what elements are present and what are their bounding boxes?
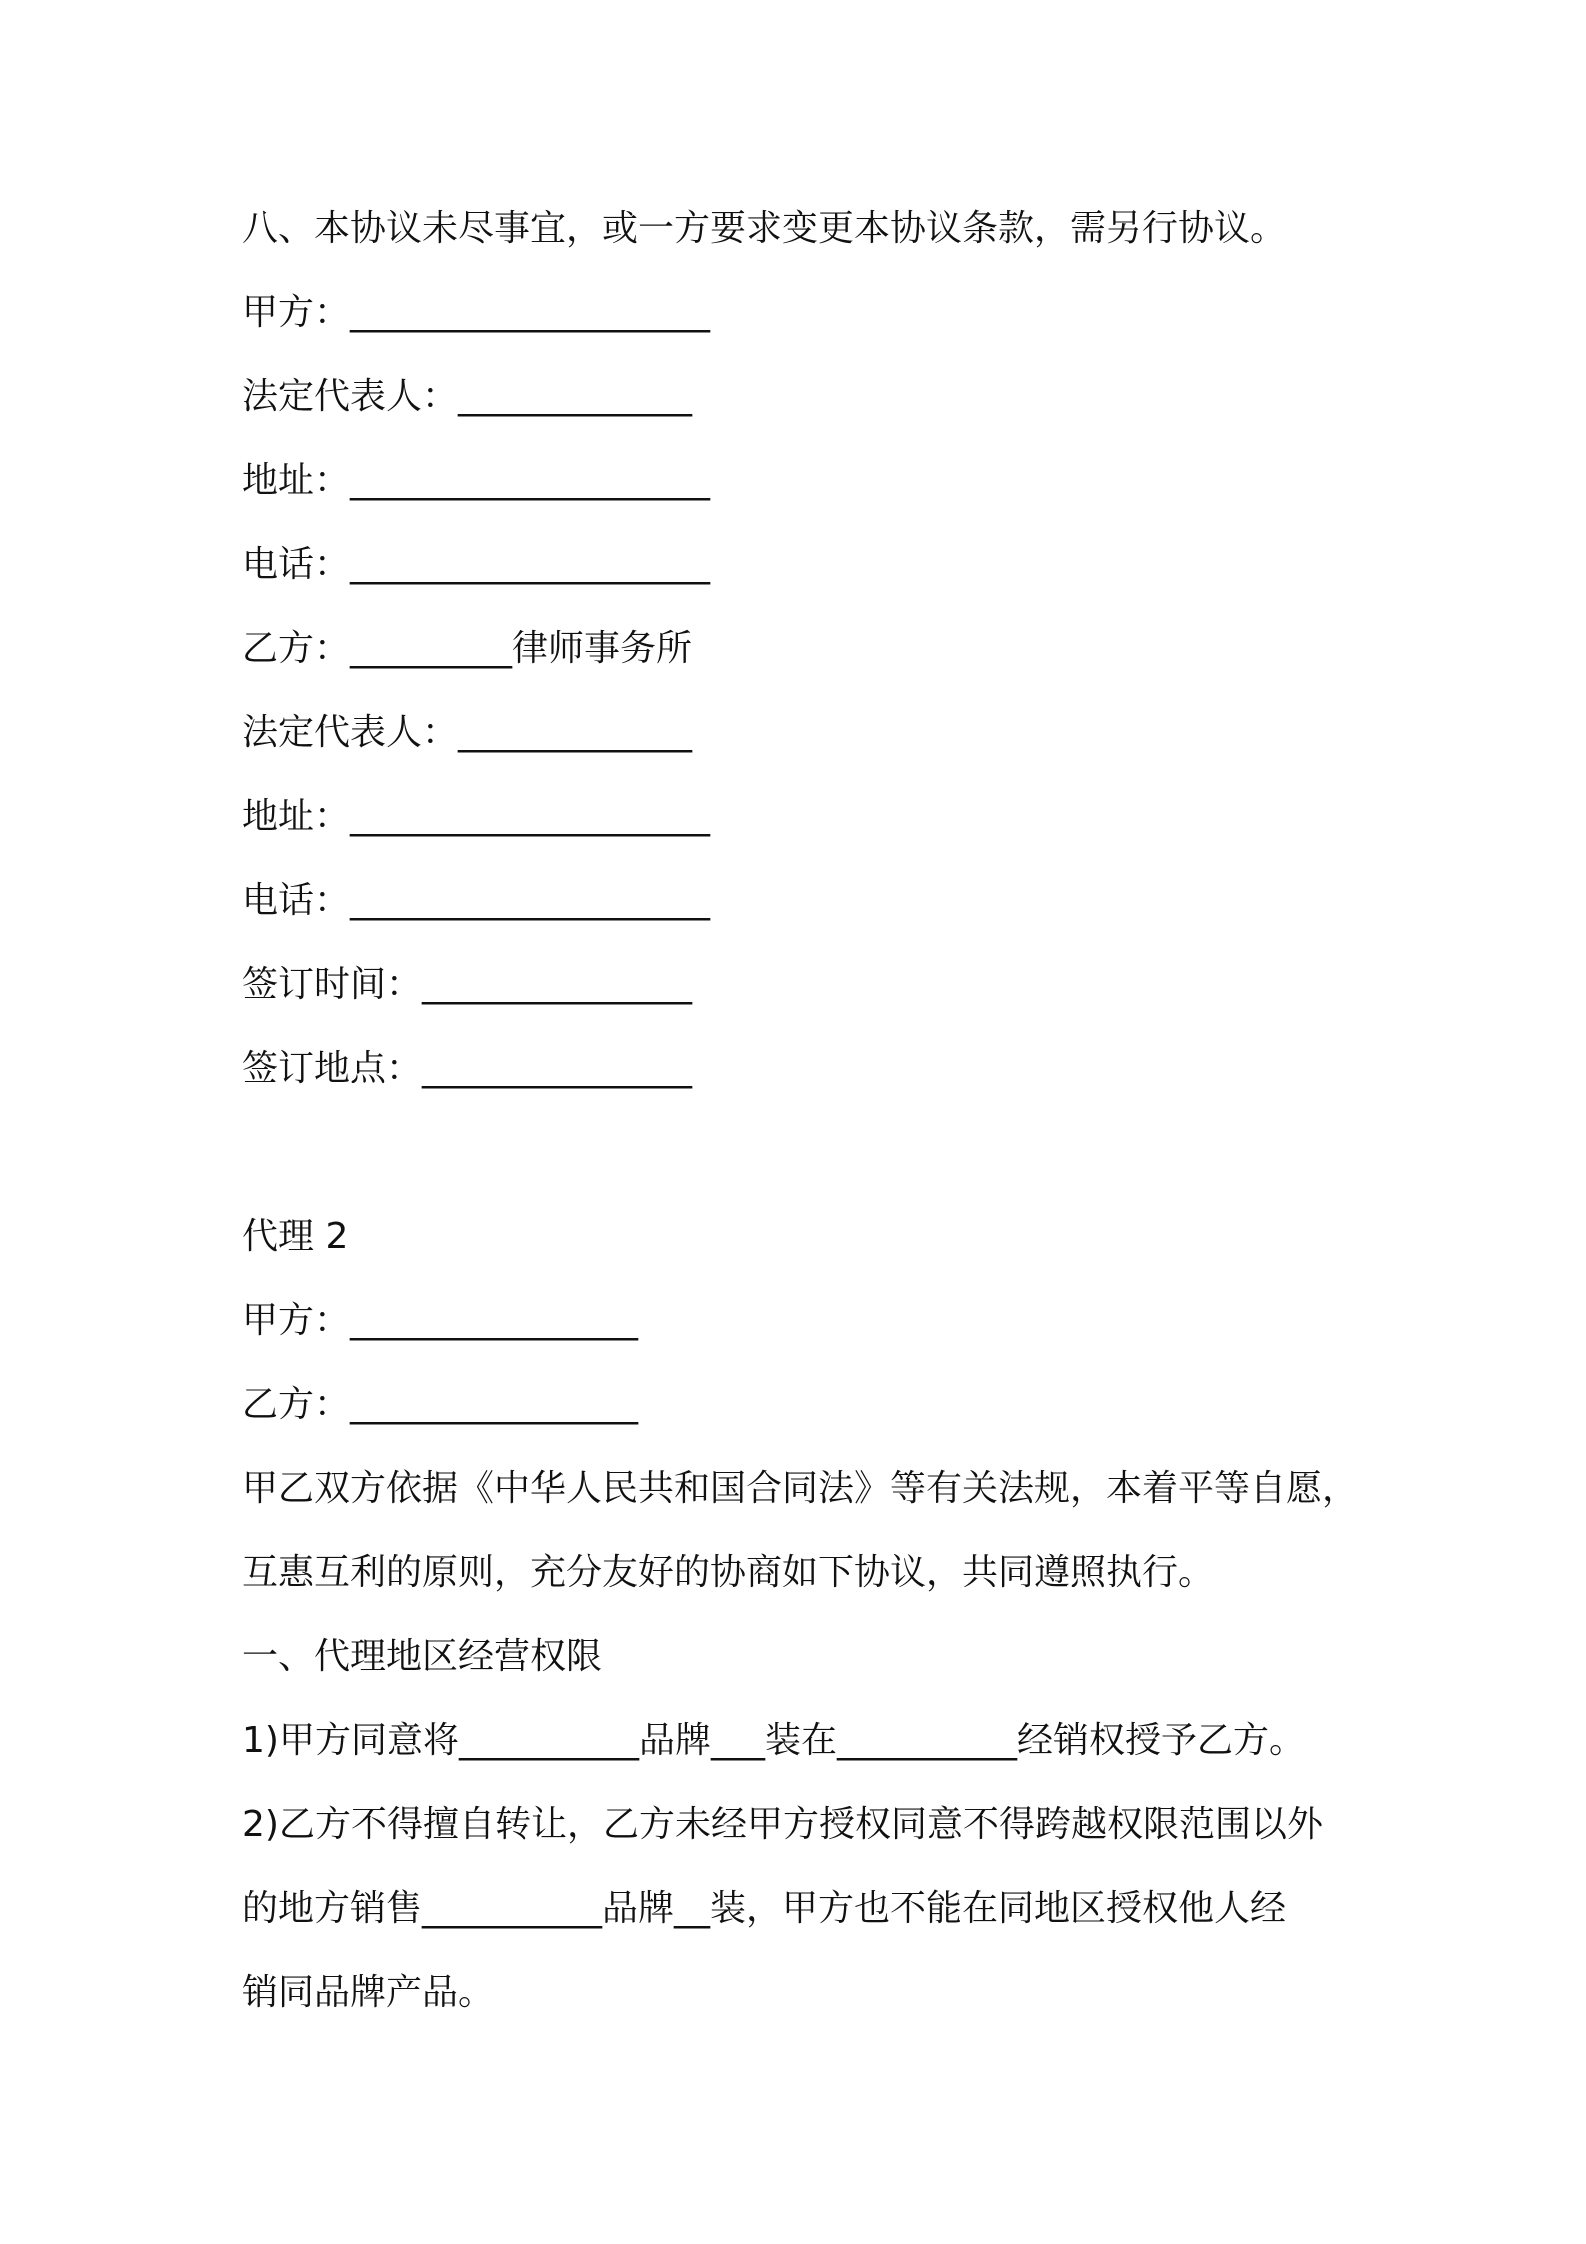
body-paragraph-line: 甲乙双方依据《中华人民共和国合同法》等有关法规，本着平等自愿， xyxy=(242,1468,1359,1509)
party-a-legal-rep-field: 法定代表人：_____________ xyxy=(242,376,693,417)
party-a-field: 甲方：____________________ xyxy=(242,292,711,333)
clause-eight: 八、本协议未尽事宜，或一方要求变更本协议条款，需另行协议。 xyxy=(242,208,1287,249)
party-b-address-field: 地址：____________________ xyxy=(242,796,711,837)
clause-item-2-continued: 的地方销售__________品牌__装，甲方也不能在同地区授权他人经 xyxy=(242,1888,1287,1929)
party-a-address-field: 地址：____________________ xyxy=(242,460,711,501)
party-a-phone-field: 电话：____________________ xyxy=(242,544,711,585)
party-a-field: 甲方：________________ xyxy=(242,1300,639,1341)
party-b-field: 乙方：________________ xyxy=(242,1384,639,1425)
clause-item-2-continued: 销同品牌产品。 xyxy=(242,1972,495,2013)
party-b-legal-rep-field: 法定代表人：_____________ xyxy=(242,712,693,753)
party-b-field: 乙方：_________律师事务所 xyxy=(242,628,693,669)
clause-one-heading: 一、代理地区经营权限 xyxy=(242,1636,603,1677)
section-heading: 代理 2 xyxy=(242,1216,349,1257)
body-paragraph-line: 互惠互利的原则，充分友好的协商如下协议，共同遵照执行。 xyxy=(242,1552,1215,1593)
signing-place-field: 签订地点：_______________ xyxy=(242,1048,693,1089)
clause-item-2: 2)乙方不得擅自转让，乙方未经甲方授权同意不得跨越权限范围以外 xyxy=(242,1804,1323,1845)
clause-item-1: 1)甲方同意将__________品牌___装在__________经销权授予乙方。 xyxy=(242,1720,1305,1761)
signing-time-field: 签订时间：_______________ xyxy=(242,964,693,1005)
party-b-phone-field: 电话：____________________ xyxy=(242,880,711,921)
